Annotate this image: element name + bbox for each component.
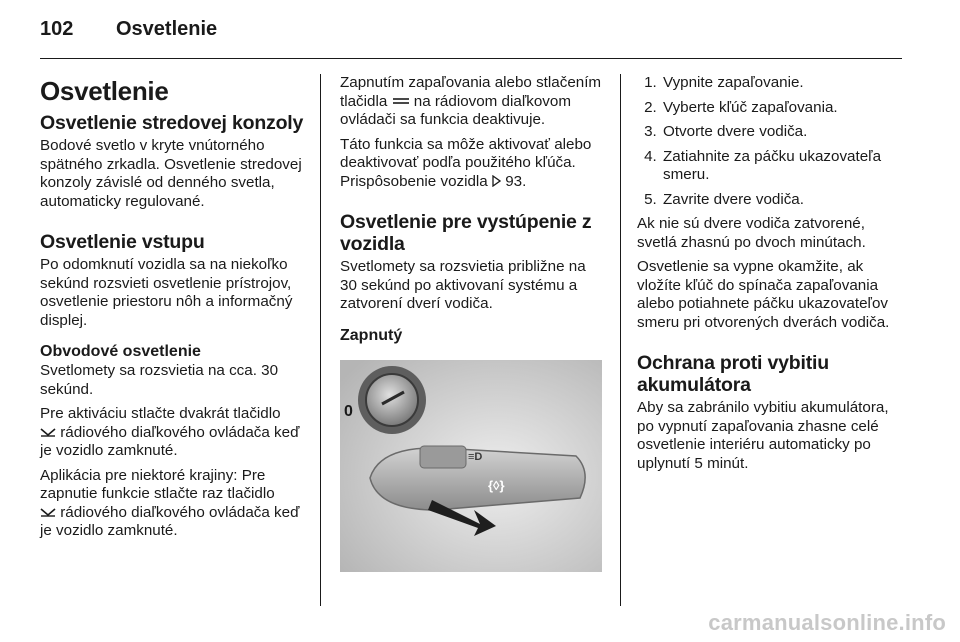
watermark: carmanualsonline.info	[708, 610, 946, 635]
unlock-button-icon	[40, 427, 56, 437]
perimeter-text-3b: rádiového diaľkového ovládača keď je vozidlo zamknuté.	[40, 503, 300, 539]
heading-console-lighting: Osvetlenie stredovej konzoly	[40, 112, 304, 134]
key-function-text-b: Prispôsobenie vozidla	[340, 172, 488, 190]
switch-off-text: Osvetlenie sa vypne okamžite, ak vložíte kľúč do spínača zapaľovania alebo potiahnete páčku ukazovateľov smeru pri otvorených dverách vodiča.	[637, 258, 890, 331]
deactivate-text-b: na rádiovom diaľkovom ovládači sa funkcia deaktivuje.	[340, 92, 571, 128]
list-item: 5. Zavrite dvere vodiča.	[661, 191, 905, 210]
perimeter-text-1: Svetlomety sa rozsvietia na cca. 30 sekúnd.	[40, 362, 279, 398]
unlock-button-icon	[40, 507, 56, 517]
page-reference: 93.	[505, 172, 527, 190]
svg-text:{◊}: {◊}	[488, 477, 505, 493]
battery-protection-text: Aby sa zabránilo vybitiu akumulátora, po vypnutí zapaľovania zhasne celé osvetlenie interiéru automaticky po uplynutí 5 minút.	[637, 399, 889, 472]
page-number: 102	[40, 18, 74, 40]
page-reference-icon	[492, 175, 501, 187]
console-lighting-text: Bodové svetlo v kryte vnútorného spätného zrkadla. Osvetlenie stredovej konzoly závislé od denného svetla, automaticky regulované.	[40, 137, 302, 210]
page-header	[40, 18, 217, 48]
key-function-text-a: Táto funkcia sa môže aktivovať alebo deaktivovať podľa použitého kľúča.	[340, 135, 592, 171]
list-item: 3. Otvorte dvere vodiča.	[661, 123, 905, 142]
heading-perimeter-lighting: Obvodové osvetlenie	[40, 343, 201, 360]
doors-open-text: Ak nie sú dvere vodiča zatvorené, svetlá zhasnú po dvoch minútach.	[637, 215, 866, 251]
heading-entry-lighting: Osvetlenie vstupu	[40, 231, 205, 253]
column-2	[340, 74, 604, 577]
deactivate-text	[340, 74, 604, 130]
entry-lighting-text: Po odomknutí vozidla sa na niekoľko sekúnd rozsvieti osvetlenie prístrojov, osvetlenie priestoru nôh a informačný displej.	[40, 256, 293, 329]
steps-list	[637, 74, 905, 209]
lock-button-icon	[392, 96, 410, 106]
header-rule	[40, 58, 902, 59]
heading-switched-on: Zapnutý	[340, 326, 403, 344]
list-item: 2. Vyberte kľúč zapaľovania.	[661, 99, 905, 118]
svg-text:≡D: ≡D	[468, 450, 483, 463]
perimeter-text-3a: Aplikácia pre niektoré krajiny: Pre zapnutie funkcie stlačte raz tlačidlo	[40, 466, 275, 502]
list-item: 4. Zatiahnite za páčku ukazovateľa smeru.	[661, 148, 905, 185]
key-function-text	[340, 136, 604, 192]
column-3	[637, 74, 905, 479]
column-divider-1	[320, 74, 321, 606]
perimeter-text-2a: Pre aktiváciu stlačte dvakrát tlačidlo	[40, 405, 281, 422]
main-title: Osvetlenie	[40, 76, 169, 106]
deactivate-text-a: Zapnutím zapaľovania alebo stlačením tlačidla	[340, 74, 602, 110]
running-title: Osvetlenie	[116, 18, 218, 40]
heading-battery-protection: Ochrana proti vybitiu akumulátora	[637, 352, 829, 396]
perimeter-text-2	[40, 405, 308, 461]
perimeter-text-3	[40, 467, 308, 541]
column-1	[40, 74, 308, 547]
column-divider-2	[620, 74, 621, 606]
turn-signal-lever-illustration	[340, 360, 602, 572]
perimeter-text-2b: rádiového diaľkového ovládača keď je vozidlo zamknuté.	[40, 423, 300, 459]
list-item: 1. Vypnite zapaľovanie.	[661, 74, 905, 93]
exit-lighting-text: Svetlomety sa rozsvietia približne na 30 sekúnd po aktivovaní systému a zatvorení dverí vodiča.	[340, 258, 586, 312]
heading-exit-lighting: Osvetlenie pre vystúpenie z vozidla	[340, 211, 592, 255]
figure-label-zero: 0	[344, 402, 353, 420]
